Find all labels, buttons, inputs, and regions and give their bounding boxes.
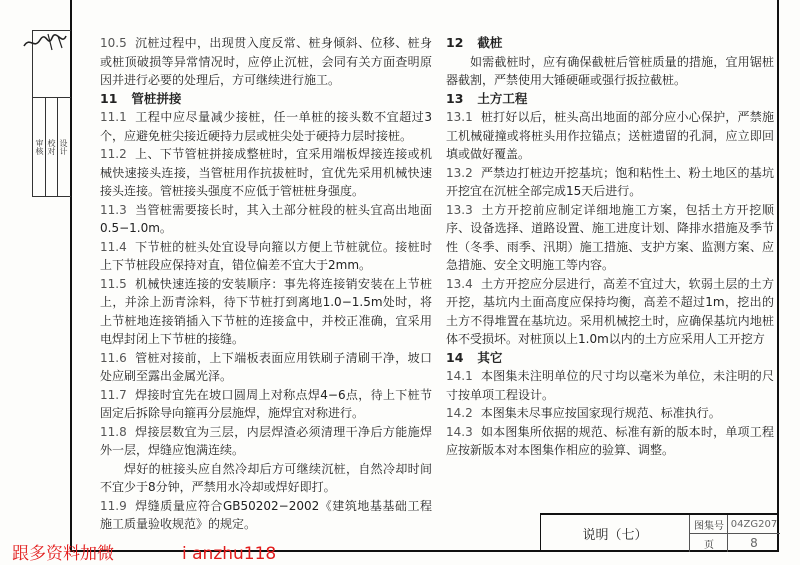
clause-text: 本图集未注明单位的尺寸均以毫米为单位，未注明的尺寸按单项工程设计。	[446, 369, 774, 402]
clause-text: 当管桩需要接长时，其入土部分桩段的桩头宜高出地面0.5−1.0m。	[100, 202, 432, 235]
clause-text: 如需截桩时，应有确保截桩后管桩质量的措施，宜用锯桩器截割，严禁使用大锤硬砸或强行扳拉截桩。	[446, 54, 774, 87]
paragraph	[100, 497, 432, 534]
paragraph	[446, 108, 774, 164]
clause-number: 11.3	[100, 202, 127, 217]
handwritten-signature	[22, 32, 68, 52]
clause-number: 13.3	[446, 202, 473, 217]
clause-number: 14	[446, 349, 464, 365]
section-heading	[446, 34, 774, 53]
clause-number: 14.1	[446, 369, 473, 383]
clause-text: 焊接时宜先在坡口圆周上对称点焊4−6点，待上下桩节固定后拆除导向箍再分层施焊，施焊宜对称进行。	[100, 387, 432, 420]
clause-text: 沉桩过程中，出现贯入度反常、桩身倾斜、位移、桩身或桩顶破损等异常情况时，应停止沉桩，会同有关方面查明原因并进行必要的处理后，方可继续进行施工。	[100, 36, 432, 87]
clause-number: 11.7	[100, 387, 127, 402]
clause-number: 11.1	[100, 110, 127, 124]
paragraph	[446, 404, 774, 423]
clause-number: 11.4	[100, 239, 127, 254]
clause-number: 12	[446, 35, 464, 50]
clause-text: 焊缝质量应符合GB50202−2002《建筑地基基础工程施工质量验收规范》的规定。	[100, 498, 432, 531]
clause-number: 13	[446, 90, 464, 106]
clause-number: 14.3	[446, 424, 473, 439]
clause-number: 11.6	[100, 350, 127, 365]
clause-number: 10.5	[100, 36, 127, 50]
paragraph	[100, 423, 432, 460]
paragraph	[446, 367, 774, 404]
clause-text: 焊接层数宜为三层，内层焊渣必须清理干净后方能施焊外一层，焊缝应饱满连续。	[100, 424, 432, 457]
paragraph	[100, 349, 432, 386]
clause-number: 11.2	[100, 147, 127, 161]
clause-text: 焊好的桩接头应自然冷却后方可继续沉桩，自然冷却时间不宜少于8分钟，严禁用水冷却或焊好即打。	[100, 461, 432, 494]
overlay-text-promo: 跟多资料加微	[12, 544, 114, 564]
paragraph	[100, 201, 432, 238]
clause-number: 13.1	[446, 110, 473, 124]
clause-text: 上、下节管桩拼接成整桩时，宜采用端板焊接连接或机械快速接头连接，当管桩用作抗拔桩时，宜优先采用机械快速接头连接。管桩接头强度不应低于管桩桩身强度。	[100, 147, 432, 198]
section-heading	[446, 90, 774, 109]
clause-text: 截桩	[477, 35, 503, 50]
clause-number: 11.9	[100, 498, 127, 513]
clause-text: 管桩拼接	[131, 90, 182, 106]
clause-text: 严禁边打桩边开挖基坑；饱和粘性土、粉土地区的基坑开挖宜在沉桩全部完成15天后进行。	[446, 165, 774, 198]
clause-number: 13.2	[446, 165, 473, 180]
sign-labels-row	[33, 97, 71, 196]
paragraph	[446, 275, 774, 349]
right-text-column	[446, 34, 774, 460]
clause-text: 工程中应尽量减少接桩，任一单桩的接头数不宜超过3个，应避免桩尖接近硬持力层或桩尖处于硬持力层时接桩。	[100, 110, 432, 143]
sign-label: 审核	[33, 98, 46, 196]
clause-text: 管桩对接前，上下端板表面应用铁刷子清刷干净，坡口处应刷至露出金属光泽。	[100, 350, 432, 383]
clause-text: 其它	[477, 349, 503, 365]
clause-number: 11.8	[100, 424, 127, 439]
atlas-number-label: 图集号	[689, 515, 728, 534]
clause-number: 11	[100, 90, 118, 106]
page-number: 8	[727, 534, 780, 552]
clause-text: 土方工程	[477, 90, 528, 106]
paragraph	[446, 53, 774, 90]
paragraph	[100, 275, 432, 349]
left-text-column	[100, 34, 432, 534]
title-block	[540, 513, 779, 552]
paragraph	[100, 34, 432, 90]
clause-text: 本图集未尽事应按国家现行规范、标准执行。	[480, 406, 721, 420]
clause-text: 土方开挖应分层进行，高差不宜过大，软弱土层的土方开挖，基坑内土面高度应保持均衡，高差不超过1m，挖出的土方不得堆置在基坑边。采用机械挖土时，应确保基坑内地桩体不受损坏。对桩顶以上1.0m以内的土方应采用人工开挖方	[446, 276, 774, 346]
page-label: 页	[689, 534, 728, 552]
paragraph	[100, 386, 432, 423]
clause-text: 桩打好以后，桩头高出地面的部分应小心保护，严禁施工机械碰撞或将桩头用作拉锚点；送桩遗留的孔洞，应立即回填或做好覆盖。	[446, 110, 774, 161]
paragraph	[446, 423, 774, 460]
clause-text: 土方开挖前应制定详细地施工方案，包括土方开挖顺序、设备选择、道路设置、施工进度计划、降排水措施及季节性（冬季、雨季、汛期）施工措施、支护方案、监测方案、应急措施、安全文明施工等内容。	[446, 202, 774, 272]
clause-number: 13.4	[446, 276, 473, 291]
paragraph	[100, 238, 432, 275]
clause-text: 如本图集所依据的规范、标准有新的版本时，单项工程应按新版本对本图集作相应的验算、调整。	[446, 424, 774, 457]
paragraph	[446, 201, 774, 275]
sign-label: 设计	[59, 139, 68, 155]
sign-label: 校对	[45, 98, 58, 196]
section-heading	[446, 349, 774, 368]
clause-number: 11.5	[100, 276, 127, 291]
paragraph	[446, 164, 774, 201]
clause-text: 下节桩的桩头处宜设导向箍以方便上节桩就位。接桩时上下节桩段应保持对直，错位偏差不宜大于2mm。	[100, 239, 432, 272]
clause-number: 14.2	[446, 406, 473, 420]
paragraph	[100, 108, 432, 145]
paragraph	[100, 145, 432, 201]
atlas-number: 04ZG207	[727, 515, 780, 534]
section-heading	[100, 90, 432, 109]
signature-block	[32, 30, 71, 197]
paragraph	[100, 460, 432, 497]
drawing-title: 说明（七）	[582, 528, 648, 543]
overlay-text-id: i anzhu118	[182, 544, 277, 564]
frame-right-border	[777, 0, 779, 552]
clause-text: 机械快速连接的安装顺序：事先将连接销安装在上节桩上，并涂上沥青涂料，待下节桩打到离地1.0−1.5m处时，将上节桩地连接销插入下节桩的连接盒中，并校正准确，宜采用电焊封闭上下节桩的接缝。	[100, 276, 432, 346]
